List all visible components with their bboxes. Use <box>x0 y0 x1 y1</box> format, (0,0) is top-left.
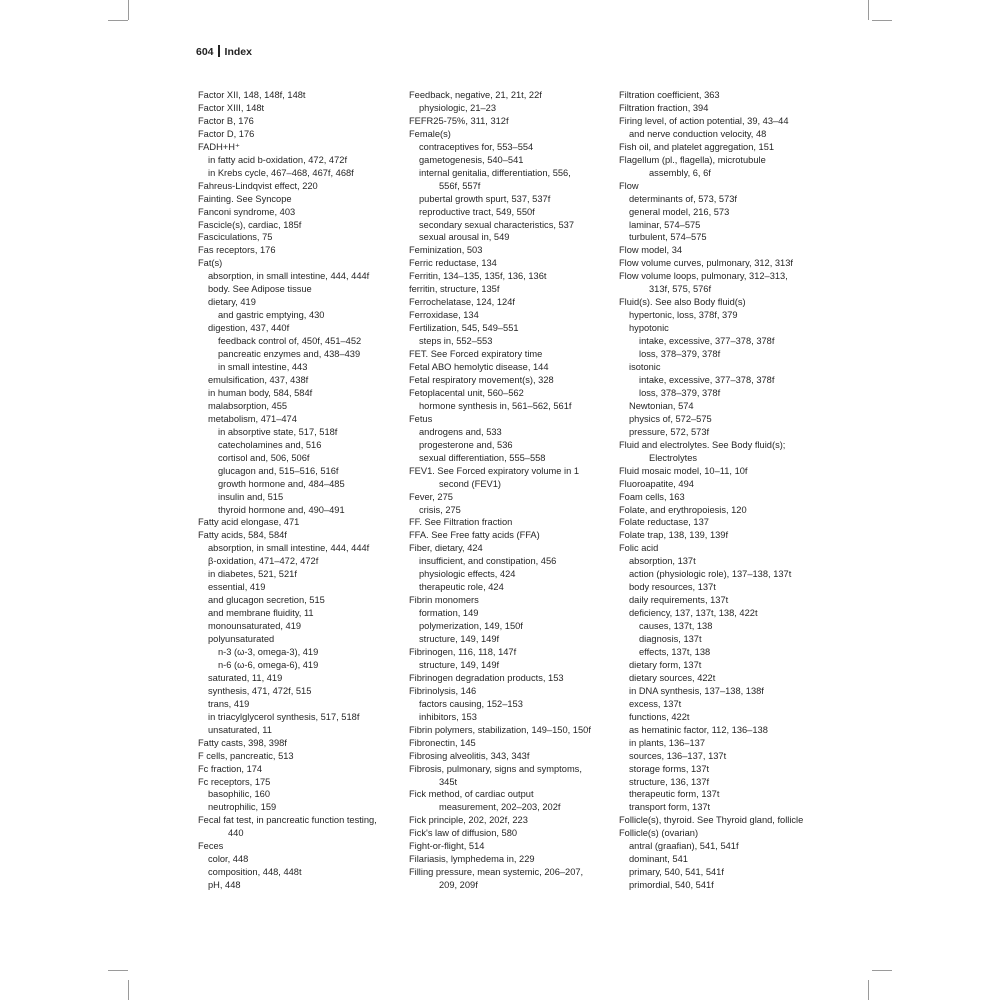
index-entry: Folate, and erythropoiesis, 120 <box>619 504 747 515</box>
index-entry: Folic acid <box>619 543 659 554</box>
index-entry: Fahreus-Lindqvist effect, 220 <box>198 180 318 191</box>
index-entry: in DNA synthesis, 137–138, 138f <box>629 685 764 696</box>
index-entry: Fibrinolysis, 146 <box>409 685 477 696</box>
index-entry: Folate trap, 138, 139, 139f <box>619 530 729 541</box>
index-entry: Fibrosing alveolitis, 343, 343f <box>409 750 530 761</box>
index-entry: and glucagon secretion, 515 <box>208 595 325 606</box>
index-entry: Factor XII, 148, 148f, 148t <box>198 90 306 100</box>
index-entry: Fetal respiratory movement(s), 328 <box>409 374 554 385</box>
index-entry: Fluoroapatite, 494 <box>619 478 694 489</box>
index-entry: structure, 136, 137f <box>629 776 710 787</box>
index-entry: Follicle(s) (ovarian) <box>619 828 699 839</box>
index-entry: storage forms, 137t <box>629 763 710 774</box>
index-entry: monounsaturated, 419 <box>208 621 302 632</box>
index-entry: Follicle(s), thyroid. See Thyroid gland, follicle <box>619 815 804 826</box>
crop-mark <box>872 970 892 971</box>
index-entry: Filtration fraction, 394 <box>619 102 709 113</box>
index-entry: essential, 419 <box>208 582 266 593</box>
index-entry: factors causing, 152–153 <box>419 698 523 709</box>
index-entry: β-oxidation, 471–472, 472f <box>208 556 319 567</box>
index-entry: body resources, 137t <box>629 582 716 593</box>
index-entry: Fibrin monomers <box>409 595 479 606</box>
index-entry: hormone synthesis in, 561–562, 561f <box>419 400 572 411</box>
index-entry: Filling pressure, mean systemic, 206–207, <box>409 867 584 878</box>
index-entry: general model, 216, 573 <box>629 206 730 217</box>
index-entry: emulsification, 437, 438f <box>208 374 309 385</box>
index-entry: Firing level, of action potential, 39, 43–44 <box>619 115 789 126</box>
index-entry: Fluid and electrolytes. See Body fluid(s); <box>619 439 786 450</box>
index-entry: 209, 209f <box>439 880 478 891</box>
index-column-1 <box>198 89 403 892</box>
index-entry: structure, 149, 149f <box>419 634 500 645</box>
crop-mark <box>128 0 129 20</box>
index-entry: Flow volume loops, pulmonary, 312–313, <box>619 271 788 282</box>
index-entry: color, 448 <box>208 854 249 865</box>
index-entry: 440 <box>228 828 244 839</box>
index-entry: and membrane fluidity, 11 <box>208 608 314 619</box>
index-entry: 556f, 557f <box>439 180 481 191</box>
index-entry: Fibrosis, pulmonary, signs and symptoms, <box>409 763 582 774</box>
index-entry: Fecal fat test, in pancreatic function testing, <box>198 815 377 826</box>
index-entry: hypertonic, loss, 378f, 379 <box>629 310 738 321</box>
index-entry: physiologic effects, 424 <box>419 569 516 580</box>
index-entry: Factor D, 176 <box>198 128 255 139</box>
index-entry: Fibrin polymers, stabilization, 149–150, 150f <box>409 724 591 735</box>
index-entry: inhibitors, 153 <box>419 711 477 722</box>
index-entry: Flagellum (pl., flagella), microtubule <box>619 154 766 165</box>
index-entry: Fc fraction, 174 <box>198 763 263 774</box>
index-entry: deficiency, 137, 137t, 138, 422t <box>629 608 758 619</box>
index-entry: FEV1. See Forced expiratory volume in 1 <box>409 465 580 476</box>
index-entry: steps in, 552–553 <box>419 336 493 347</box>
crop-mark <box>108 970 128 971</box>
index-entry: daily requirements, 137t <box>629 595 729 606</box>
index-entry: Ferrochelatase, 124, 124f <box>409 297 515 308</box>
index-entry: polymerization, 149, 150f <box>419 621 523 632</box>
index-entry: contraceptives for, 553–554 <box>419 141 534 152</box>
index-entry: feedback control of, 450f, 451–452 <box>218 336 362 347</box>
index-entry: dominant, 541 <box>629 854 688 865</box>
index-entry: basophilic, 160 <box>208 789 271 800</box>
index-entry: Female(s) <box>409 128 451 139</box>
index-entry: Fever, 275 <box>409 491 453 502</box>
index-entry: as hematinic factor, 112, 136–138 <box>629 724 768 735</box>
index-entry: n-6 (ω-6, omega-6), 419 <box>218 659 319 670</box>
index-entry: in diabetes, 521, 521f <box>208 569 297 580</box>
index-entry: therapeutic role, 424 <box>419 582 504 593</box>
index-entry: intake, excessive, 377–378, 378f <box>639 374 775 385</box>
crop-mark <box>868 980 869 1000</box>
index-entry: and gastric emptying, 430 <box>218 310 325 321</box>
index-entry: loss, 378–379, 378f <box>639 349 721 360</box>
index-entry: Fc receptors, 175 <box>198 776 271 787</box>
index-column-2 <box>409 89 614 892</box>
index-entry: Flow model, 34 <box>619 245 683 256</box>
index-entry: Fibrinogen, 116, 118, 147f <box>409 646 517 657</box>
index-entry: n-3 (ω-3, omega-3), 419 <box>218 646 319 657</box>
index-entry: in plants, 136–137 <box>629 737 705 748</box>
index-entry: polyunsaturated <box>208 634 275 645</box>
index-entry: Folate reductase, 137 <box>619 517 709 528</box>
index-entry: in human body, 584, 584f <box>208 387 313 398</box>
crop-mark <box>128 980 129 1000</box>
index-entry: dietary, 419 <box>208 297 256 308</box>
index-entry: therapeutic form, 137t <box>629 789 720 800</box>
index-entry: sources, 136–137, 137t <box>629 750 727 761</box>
index-entry: unsaturated, 11 <box>208 724 272 735</box>
running-header <box>196 45 252 58</box>
index-entry: hypotonic <box>629 323 669 334</box>
index-entry: effects, 137t, 138 <box>639 646 711 657</box>
index-entry: insulin and, 515 <box>218 491 284 502</box>
index-entry: Filtration coefficient, 363 <box>619 90 720 100</box>
index-entry: sexual arousal in, 549 <box>419 232 510 243</box>
index-entry: measurement, 202–203, 202f <box>439 802 561 813</box>
index-entry: neutrophilic, 159 <box>208 802 277 813</box>
header-divider <box>218 45 220 57</box>
index-entry: Filariasis, lymphedema in, 229 <box>409 854 535 865</box>
index-entry: Fish oil, and platelet aggregation, 151 <box>619 141 775 152</box>
index-entry: Fick principle, 202, 202f, 223 <box>409 815 528 826</box>
index-entry: second (FEV1) <box>439 478 502 489</box>
index-entry: crisis, 275 <box>419 504 461 515</box>
index-entry: Fas receptors, 176 <box>198 245 276 256</box>
index-entry: Fetal ABO hemolytic disease, 144 <box>409 362 549 373</box>
index-entry: cortisol and, 506, 506f <box>218 452 310 463</box>
index-entry: metabolism, 471–474 <box>208 413 297 424</box>
index-entry: Fanconi syndrome, 403 <box>198 206 296 217</box>
index-entry: growth hormone and, 484–485 <box>218 478 345 489</box>
index-entry: absorption, 137t <box>629 556 696 567</box>
index-entry: Electrolytes <box>649 452 698 463</box>
index-entry: functions, 422t <box>629 711 690 722</box>
crop-mark <box>108 20 128 21</box>
index-entry: FET. See Forced expiratory time <box>409 349 543 360</box>
index-entry: FADH+H⁺ <box>198 141 240 152</box>
index-entry: sexual differentiation, 555–558 <box>419 452 546 463</box>
index-entry: body. See Adipose tissue <box>208 284 312 295</box>
index-entry: isotonic <box>629 362 661 373</box>
index-entry: Fetoplacental unit, 560–562 <box>409 387 524 398</box>
index-entry: 345t <box>439 776 458 787</box>
index-entry: pancreatic enzymes and, 438–439 <box>218 349 361 360</box>
index-entry: secondary sexual characteristics, 537 <box>419 219 575 230</box>
index-entry: Factor XIII, 148t <box>198 102 265 113</box>
index-entry: malabsorption, 455 <box>208 400 288 411</box>
index-entry: Fat(s) <box>198 258 223 269</box>
index-entry: pH, 448 <box>208 880 241 891</box>
index-entry: excess, 137t <box>629 698 682 709</box>
index-entry: Foam cells, 163 <box>619 491 685 502</box>
index-entry: diagnosis, 137t <box>639 634 702 645</box>
index-entry: progesterone and, 536 <box>419 439 513 450</box>
index-entry: in absorptive state, 517, 518f <box>218 426 338 437</box>
index-entry: gametogenesis, 540–541 <box>419 154 524 165</box>
index-entry: FF. See Filtration fraction <box>409 517 513 528</box>
index-entry: absorption, in small intestine, 444, 444f <box>208 271 370 282</box>
index-entry: Fetus <box>409 413 433 424</box>
index-entry: trans, 419 <box>208 698 250 709</box>
index-entry: Fascicle(s), cardiac, 185f <box>198 219 302 230</box>
index-entry: synthesis, 471, 472f, 515 <box>208 685 312 696</box>
index-entry: Feces <box>198 841 224 852</box>
index-entry: Fight-or-flight, 514 <box>409 841 485 852</box>
index-entry: dietary form, 137t <box>629 659 702 670</box>
index-entry: Fluid mosaic model, 10–11, 10f <box>619 465 748 476</box>
index-entry: ferritin, structure, 135f <box>409 284 500 295</box>
index-entry: composition, 448, 448t <box>208 867 302 878</box>
index-entry: antral (graafian), 541, 541f <box>629 841 739 852</box>
index-entry: reproductive tract, 549, 550f <box>419 206 535 217</box>
index-entry: physics of, 572–575 <box>629 413 712 424</box>
index-entry: assembly, 6, 6f <box>649 167 711 178</box>
index-entry: FFA. See Free fatty acids (FFA) <box>409 530 540 541</box>
index-entry: formation, 149 <box>419 608 479 619</box>
index-entry: Fluid(s). See also Body fluid(s) <box>619 297 746 308</box>
index-entry: laminar, 574–575 <box>629 219 701 230</box>
index-entry: FEFR25-75%, 311, 312f <box>409 115 509 126</box>
index-entry: Flow <box>619 180 639 191</box>
index-entry: Fatty casts, 398, 398f <box>198 737 287 748</box>
crop-mark <box>868 0 869 20</box>
index-entry: F cells, pancreatic, 513 <box>198 750 294 761</box>
index-entry: catecholamines and, 516 <box>218 439 322 450</box>
index-entry: Fick's law of diffusion, 580 <box>409 828 518 839</box>
index-entry: Fasciculations, 75 <box>198 232 273 243</box>
index-entry: Fertilization, 545, 549–551 <box>409 323 519 334</box>
index-entry: saturated, 11, 419 <box>208 672 283 683</box>
index-entry: Fick method, of cardiac output <box>409 789 534 800</box>
index-entry: in triacylglycerol synthesis, 517, 518f <box>208 711 360 722</box>
index-entry: Ferric reductase, 134 <box>409 258 497 269</box>
index-entry: dietary sources, 422t <box>629 672 716 683</box>
index-entry: Fibronectin, 145 <box>409 737 476 748</box>
index-entry: androgens and, 533 <box>419 426 502 437</box>
index-entry: pubertal growth spurt, 537, 537f <box>419 193 551 204</box>
index-entry: Fiber, dietary, 424 <box>409 543 483 554</box>
index-column-3 <box>619 89 824 892</box>
index-entry: intake, excessive, 377–378, 378f <box>639 336 775 347</box>
index-entry: Ferritin, 134–135, 135f, 136, 136t <box>409 271 547 282</box>
index-entry: action (physiologic role), 137–138, 137t <box>629 569 792 580</box>
index-entry: turbulent, 574–575 <box>629 232 707 243</box>
page-number: 604 <box>196 46 214 58</box>
index-entry: pressure, 572, 573f <box>629 426 710 437</box>
index-entry: transport form, 137t <box>629 802 711 813</box>
index-entry: Flow volume curves, pulmonary, 312, 313f <box>619 258 793 269</box>
index-entry: in fatty acid b-oxidation, 472, 472f <box>208 154 348 165</box>
index-entry: in Krebs cycle, 467–468, 467f, 468f <box>208 167 354 178</box>
index-entry: Fibrinogen degradation products, 153 <box>409 672 564 683</box>
index-entry: insufficient, and constipation, 456 <box>419 556 557 567</box>
index-entry: Feedback, negative, 21, 21t, 22f <box>409 90 542 100</box>
crop-mark <box>872 20 892 21</box>
index-entry: loss, 378–379, 378f <box>639 387 721 398</box>
index-entry: Fatty acid elongase, 471 <box>198 517 300 528</box>
index-entry: causes, 137t, 138 <box>639 621 713 632</box>
index-entry: determinants of, 573, 573f <box>629 193 738 204</box>
index-entry: Factor B, 176 <box>198 115 254 126</box>
index-entry: structure, 149, 149f <box>419 659 500 670</box>
index-entry: internal genitalia, differentiation, 556, <box>419 167 571 178</box>
index-entry: primary, 540, 541, 541f <box>629 867 724 878</box>
index-entry: thyroid hormone and, 490–491 <box>218 504 345 515</box>
index-entry: Ferroxidase, 134 <box>409 310 479 321</box>
index-entry: Feminization, 503 <box>409 245 483 256</box>
index-entry: primordial, 540, 541f <box>629 880 714 891</box>
index-entry: Fainting. See Syncope <box>198 193 292 204</box>
index-entry: Newtonian, 574 <box>629 400 694 411</box>
index-entry: and nerve conduction velocity, 48 <box>629 128 767 139</box>
index-entry: digestion, 437, 440f <box>208 323 290 334</box>
index-entry: absorption, in small intestine, 444, 444f <box>208 543 370 554</box>
index-entry: 313f, 575, 576f <box>649 284 712 295</box>
index-entry: in small intestine, 443 <box>218 362 308 373</box>
index-entry: glucagon and, 515–516, 516f <box>218 465 339 476</box>
index-entry: Fatty acids, 584, 584f <box>198 530 287 541</box>
section-title: Index <box>224 46 252 58</box>
index-entry: physiologic, 21–23 <box>419 102 497 113</box>
